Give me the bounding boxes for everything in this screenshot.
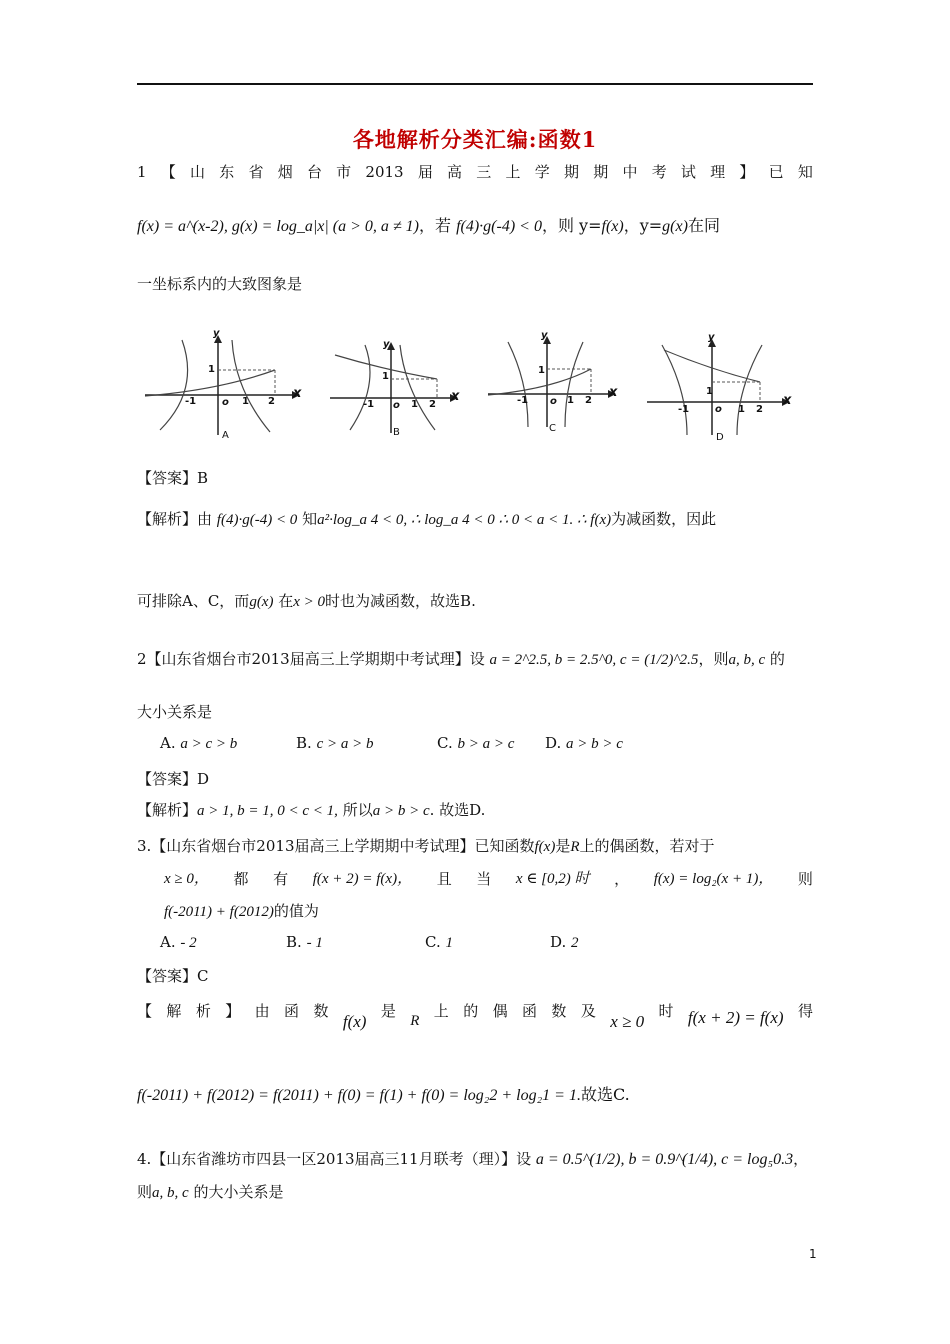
page-title: 各地解析分类汇编:函数1 <box>352 127 598 152</box>
q2-option-a: A. a > c > b <box>160 734 238 752</box>
graph-b-label: B <box>393 427 400 438</box>
q1-analysis-line2: 可排除A、C，而g(x) 在x > 0时也为减函数，故选B. <box>137 592 476 610</box>
graph-b: y x 1 -1 o 1 2 B <box>325 335 465 435</box>
q2-formula: a = 2^2.5, b = 2.5^0, c = (1/2)^2.5 <box>489 652 699 668</box>
q2-option-d: D. a > b > c <box>545 734 623 752</box>
q3-option-d: D. 2 <box>550 933 579 951</box>
q2-heading: 2【山东省烟台市2013届高三上学期期中考试理】设 a = 2^2.5, b = 2.5^0, c = (1/2)^2.5，则a, b, c 的 <box>137 650 785 668</box>
q1-number: 1 <box>137 163 147 181</box>
q2-line2: 大小关系是 <box>137 703 213 721</box>
q1-formula: f(x) = a^(x-2), g(x) = log_a|x| (a > 0, a ≠ 1) <box>137 218 419 235</box>
q3-option-c: C. 1 <box>425 933 453 951</box>
q4-heading: 4.【山东省潍坊市四县一区2013届高三11月联考（理）】设 a = 0.5^(1/2), b = 0.9^(1/4), c = log₅0.3， <box>137 1150 809 1168</box>
q4-formula: a = 0.5^(1/2), b = 0.9^(1/4), c = log₅0.3 <box>535 1151 794 1168</box>
q1-analysis: 【解析】由 f(4)·g(-4) < 0 知a²·log_a 4 < 0, ∴ log_a 4 < 0 ∴ 0 < a < 1. ∴ f(x)为减函数，因此 <box>137 510 717 528</box>
q3-line3: f(-2011) + f(2012)的值为 <box>164 902 319 920</box>
q3-line2: x ≥ 0， 都 有 f(x + 2) = f(x)， 且 当 x ∈ [0,2) 时 ， f(x) = log₂(x + 1)， 则 <box>164 870 813 888</box>
q3-option-a: A. - 2 <box>160 933 197 951</box>
q3-analysis-line2: f(-2011) + f(2012) = f(2011) + f(0) = f(1) + f(0) = log₂2 + log₂1 = 1.故选C. <box>137 1085 630 1104</box>
q1-line2: 一坐标系内的大致图象是 <box>137 275 303 293</box>
graph-a: y x 1 -1 o 1 2 A <box>140 330 305 440</box>
graph-c-label: C <box>549 423 556 434</box>
graph-d-label: D <box>716 432 724 443</box>
header-rule <box>137 83 813 85</box>
q2-option-b: B. c > a > b <box>296 734 374 752</box>
graph-c: y x 1 -1 o 1 2 C <box>483 327 623 437</box>
q2-option-c: C. b > a > c <box>437 734 515 752</box>
q3-answer: 【答案】C <box>137 967 209 985</box>
q3-analysis: 【 解 析 】 由 函 数 f(x) 是 R 上 的 偶 函 数 及 x ≥ 0 时 f(x + 2) = f(x) 得 <box>137 1002 813 1031</box>
page-number: 1 <box>809 1247 817 1261</box>
graph-d: y x 1 -1 o 1 2 D <box>642 330 797 440</box>
q3-heading: 3.【山东省烟台市2013届高三上学期期中考试理】已知函数f(x)是R上的偶函数，若对于 <box>137 837 715 855</box>
graph-a-label: A <box>222 430 229 441</box>
q1-condition: f(4)·g(-4) < 0 <box>456 218 542 235</box>
q1-heading: 1 【 山 东 省 烟 台 市 2013 届 高 三 上 学 期 期 中 考 试 理 】 已 知 <box>137 163 813 181</box>
q3-option-b: B. - 1 <box>286 933 323 951</box>
q2-analysis: 【解析】a > 1, b = 1, 0 < c < 1, 所以a > b > c. 故选D. <box>137 801 486 819</box>
q4-line2: 则a, b, c 的大小关系是 <box>137 1183 284 1201</box>
q1-formula-line: f(x) = a^(x-2), g(x) = log_a|x| (a > 0, a ≠ 1)，若 f(4)·g(-4) < 0，则 y=f(x)，y=g(x)在同 <box>137 216 720 235</box>
q1-answer: 【答案】B <box>137 469 209 487</box>
q2-answer: 【答案】D <box>137 770 210 788</box>
